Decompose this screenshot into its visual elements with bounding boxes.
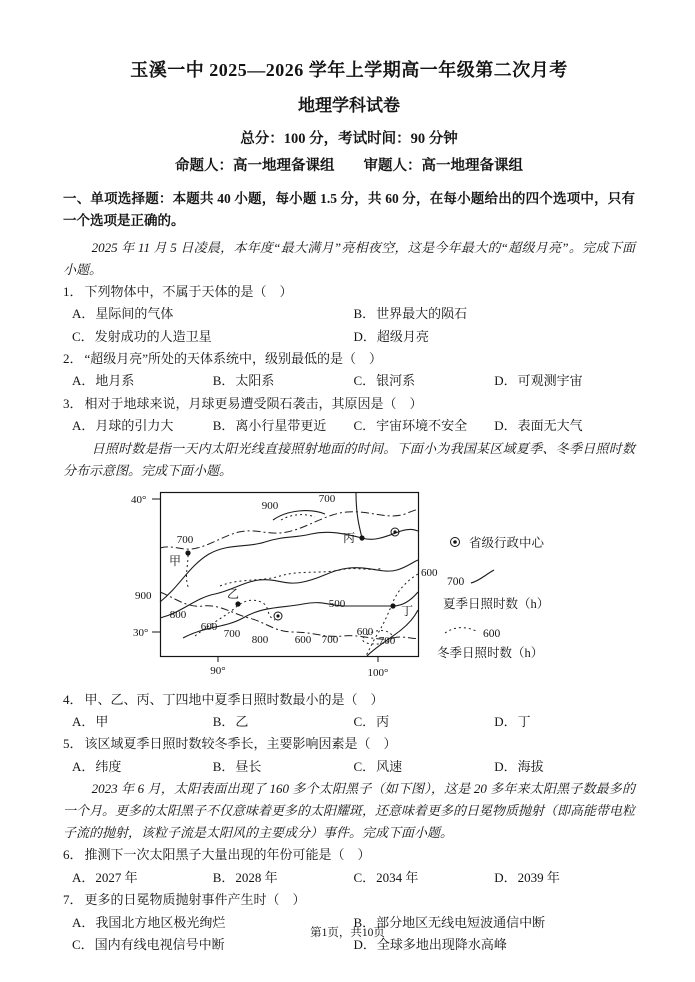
lon-label-right: 100° [367, 666, 389, 679]
question-stem: 更多的日冕物质抛射事件产生时（ ） [84, 892, 306, 908]
contour-label: 500 [328, 597, 346, 610]
question-6 [63, 844, 635, 866]
option-a[interactable] [72, 370, 213, 392]
contour-label: 700 [378, 634, 396, 647]
question-3-options [63, 415, 635, 437]
option-text: 超级月亮 [376, 328, 429, 344]
option-b[interactable] [213, 415, 354, 437]
option-label: A． [72, 418, 95, 434]
lat-label-bottom: 30° [133, 626, 149, 639]
question-number: 6． [63, 847, 83, 863]
option-d[interactable] [494, 370, 635, 392]
option-text: 银河系 [376, 373, 416, 389]
contour-label: 700 [223, 627, 241, 640]
point-yi-marker [235, 601, 240, 606]
legend-winter-label: 冬季日照时数（h） [437, 645, 544, 660]
option-label: D． [494, 869, 517, 885]
option-text: 离小行星带更近 [235, 418, 327, 434]
option-label: B． [353, 914, 376, 930]
passage-sunspots: 2023 年 6 月，太阳表面出现了 160 多个太阳黑子（如下图），这是 20 多年来太阳黑子数最多的一个月。更多的太阳黑子不仅意味着更多的太阳耀斑，还意味着更多的日冕物质抛射（即高能带电粒子流的抛射，该粒子流是太阳风的主要成分）事件。完成下面小题。 [63, 781, 636, 841]
question-stem: 该区域夏季日照时数较冬季长，主要影响因素是（ ） [84, 736, 397, 752]
contour-label: 800 [251, 633, 269, 646]
contour-label: 600 [294, 633, 312, 646]
option-text: 2027 年 [95, 869, 138, 885]
option-label: D． [494, 373, 517, 389]
option-label: D． [353, 328, 376, 344]
option-c[interactable] [354, 867, 495, 889]
option-a[interactable] [72, 867, 213, 889]
question-5-options [63, 756, 635, 778]
page-footer: 第1页，共10页 [310, 927, 385, 939]
option-b[interactable] [213, 370, 354, 392]
sunshine-map-svg [125, 486, 630, 682]
option-label: D． [494, 714, 517, 730]
option-a[interactable] [72, 415, 213, 437]
passage-sunshine: 日照时数是指一天内太阳光线直接照射地面的时间。下面小为我国某区域夏季、冬季日照时数分布示意图。完成下面小题。 [63, 440, 635, 478]
contour-label: 700 [176, 533, 194, 546]
legend-admin-center-icon-dot [453, 540, 457, 544]
authors-line: 命题人：高一地理备课组 审题人：高一地理备课组 [175, 158, 523, 174]
legend-summer-label: 夏季日照时数（h） [443, 596, 550, 611]
question-4-options [63, 711, 635, 733]
option-label: D． [494, 418, 517, 434]
option-b[interactable] [354, 303, 636, 325]
question-1-options [63, 303, 635, 348]
option-label: B． [212, 418, 235, 434]
map-legend [437, 535, 549, 660]
lon-label-left: 90° [210, 664, 226, 677]
point-yi-label: 乙 [227, 586, 240, 601]
option-text: 部分地区无线电短波通信中断 [376, 914, 546, 930]
point-ding-marker [390, 603, 395, 608]
option-text: 我国北方地区极光绚烂 [95, 914, 226, 930]
option-text: 2028 年 [235, 869, 278, 885]
option-label: A． [72, 373, 95, 389]
question-number: 5． [63, 736, 83, 752]
option-label: B． [353, 306, 376, 322]
option-text: 海拔 [517, 758, 544, 774]
question-number: 1． [63, 284, 83, 299]
edge-label-right: 600 [421, 566, 438, 579]
question-number: 2． [63, 351, 83, 367]
option-c[interactable] [354, 415, 495, 437]
option-text: 发射成功的人造卫星 [94, 328, 212, 344]
contour-labels [170, 493, 396, 647]
option-d[interactable] [494, 415, 635, 437]
question-2-options [63, 370, 635, 392]
option-label: A． [72, 306, 95, 322]
question-6-options [63, 867, 635, 889]
contour-label: 700 [321, 633, 339, 646]
option-b[interactable] [213, 867, 354, 889]
option-a[interactable] [72, 711, 213, 733]
contour-label: 600 [356, 625, 374, 638]
option-text: 太阳系 [235, 373, 275, 389]
option-label: B． [212, 758, 235, 774]
option-text: 星际间的气体 [95, 306, 174, 322]
option-text: 乙 [235, 714, 249, 730]
question-number: 3． [63, 395, 83, 411]
question-stem: 甲、乙、丙、丁四地中夏季日照时数最小的是（ ） [84, 691, 384, 707]
option-text: 丁 [517, 714, 531, 730]
passage-moon: 2025 年 11 月 5 日凌晨，本年度“最大满月”亮相夜空，这是今年最大的“超级月亮”。完成下面小题。 [63, 239, 635, 277]
option-label: B． [212, 869, 235, 885]
option-label: C． [353, 418, 376, 434]
option-text: 世界最大的陨石 [376, 306, 468, 322]
question-stem: 下列物体中，不属于天体的是（ ） [84, 284, 293, 299]
option-d[interactable] [494, 756, 635, 778]
legend-summer-line-icon [471, 570, 494, 583]
option-label: C． [353, 373, 376, 389]
point-jia-marker [185, 550, 190, 555]
score-time-line: 总分：100 分，考试时间：90 分钟 [240, 131, 458, 147]
point-bing-marker [359, 535, 364, 540]
question-stem: 相对于地球来说，月球更易遭受陨石袭击，其原因是（ ） [84, 395, 423, 411]
option-label: A． [72, 869, 95, 885]
option-text: 地月系 [95, 373, 135, 389]
option-text: 国内有线电视信号中断 [94, 936, 225, 952]
question-3 [63, 393, 635, 415]
legend-admin-center-label: 省级行政中心 [469, 535, 545, 550]
option-label: B． [212, 714, 235, 730]
option-label: C． [72, 328, 94, 344]
contour-label: 800 [169, 608, 187, 621]
option-text: 宇宙环境不安全 [376, 418, 468, 434]
question-2 [63, 348, 635, 370]
section-heading: 一、单项选择题：本题共 40 小题，每小题 1.5 分，共 60 分，在每小题给出的四个选项中，只有一个选项是正确的。 [63, 191, 635, 229]
option-label: D． [353, 936, 376, 952]
option-c[interactable] [72, 326, 354, 348]
option-label: C． [353, 714, 376, 730]
option-a[interactable] [72, 756, 213, 778]
point-jia-label: 甲 [169, 553, 182, 568]
legend-winter-line-icon [445, 627, 478, 632]
point-bing-label: 丙 [343, 530, 356, 545]
option-text: 全球多地出现降水高峰 [376, 936, 507, 952]
question-stem: “超级月亮”所处的天体系统中，级别最低的是（ ） [84, 351, 383, 367]
question-number: 4． [63, 691, 83, 707]
question-number: 7． [63, 892, 83, 908]
option-label: C． [353, 869, 376, 885]
option-text: 甲 [95, 714, 109, 730]
option-text: 昼长 [235, 758, 262, 774]
option-c[interactable] [354, 756, 495, 778]
option-c[interactable] [354, 711, 495, 733]
option-d[interactable] [494, 711, 635, 733]
question-7 [63, 889, 635, 911]
option-label: C． [72, 936, 94, 952]
option-text: 纬度 [95, 758, 122, 774]
option-text: 可观测宇宙 [517, 373, 583, 389]
point-ding-label: 丁 [401, 603, 414, 618]
option-text: 2034 年 [376, 869, 419, 885]
legend-summer-value: 700 [447, 575, 465, 588]
option-label: A． [72, 714, 95, 730]
option-b[interactable] [213, 711, 354, 733]
page-title: 玉溪一中 2025—2026 学年上学期高一年级第二次月考 [130, 60, 568, 80]
question-1 [63, 281, 635, 303]
option-text: 表面无大气 [517, 418, 583, 434]
contour-label: 700 [318, 492, 336, 505]
lat-label-top: 40° [131, 493, 147, 506]
sunshine-map-figure [125, 486, 635, 686]
question-4 [63, 689, 635, 711]
option-label: B． [212, 373, 235, 389]
option-label: A． [72, 914, 95, 930]
option-text: 月球的引力大 [95, 418, 174, 434]
contour-label: 600 [200, 620, 218, 633]
place-points [169, 531, 413, 618]
option-text: 2039 年 [517, 869, 560, 885]
option-label: A． [72, 758, 95, 774]
question-5 [63, 733, 635, 755]
option-c[interactable] [354, 370, 495, 392]
legend-winter-value: 600 [483, 627, 501, 640]
option-b[interactable] [213, 756, 354, 778]
subject-title: 地理学科试卷 [298, 96, 400, 115]
option-text: 丙 [376, 714, 390, 730]
option-a[interactable] [72, 303, 354, 325]
contour-label: 900 [261, 499, 279, 512]
question-stem: 推测下一次太阳黑子大量出现的年份可能是（ ） [84, 847, 371, 863]
option-text: 风速 [376, 758, 403, 774]
option-d[interactable] [494, 867, 635, 889]
option-label: D． [494, 758, 517, 774]
option-d[interactable] [354, 326, 636, 348]
edge-label-left: 900 [135, 589, 152, 602]
option-label: C． [353, 758, 376, 774]
